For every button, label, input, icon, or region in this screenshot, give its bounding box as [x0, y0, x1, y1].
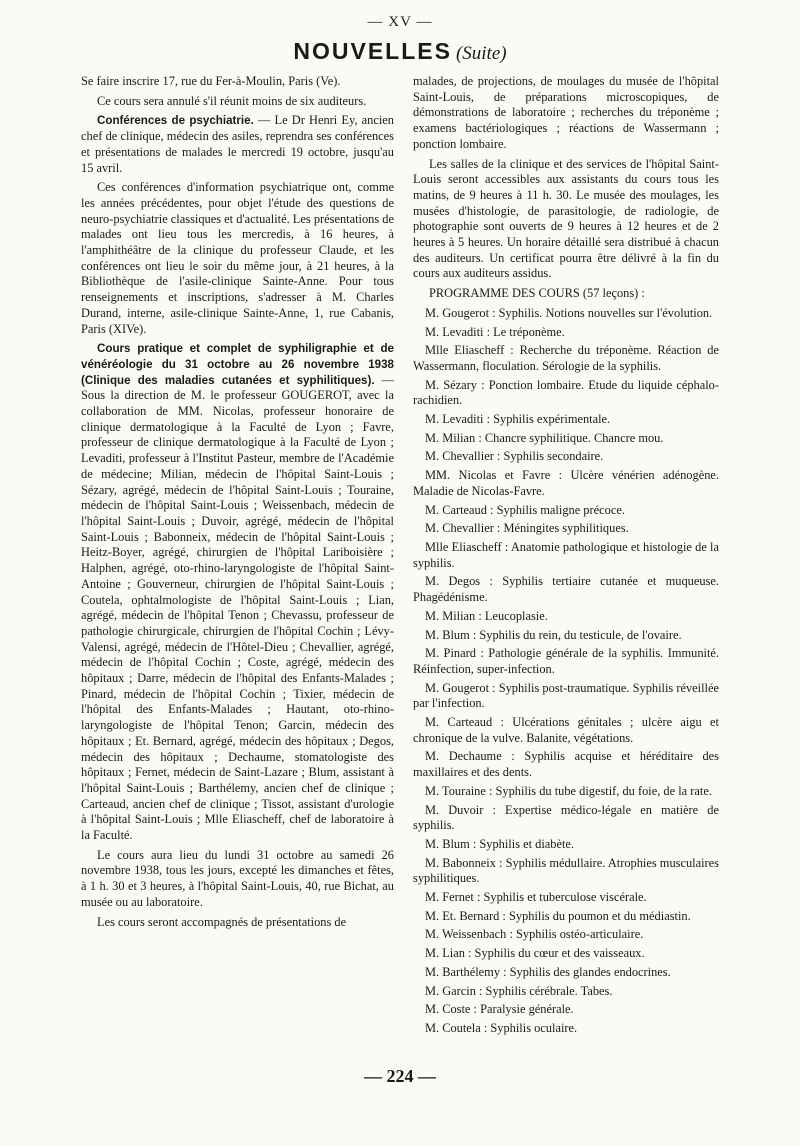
program-item: M. Weissenbach : Syphilis ostéo-articulaire.	[425, 927, 644, 942]
notice-body: — Sous la direction de M. le professeur GOUGEROT, avec la collaboration de MM. Nicolas, professeur honoraire de clinique dermatologique à la Faculté de Lyon ; Favre, professeur de clinique dermatologique à la Faculté de Lyon ; Levaditi, professeur à l'Institut Pasteur, membre de l'Académie de médecine; Milian, médecin de l'hôpital Saint-Louis ; Sézary, agrégé, médecin de l'hôpital Saint-Louis ; Touraine, médecin de l'hôpital Saint-Louis ; Weissenbach, médecin de l'hôpital Saint-Louis ; Duvoir, agrégé, médecin de l'hôpital Saint-Louis ; Babonneix, médecin de l'hôpital Saint-Louis ; Heitz-Boyer, agrégé, chirurgien de l'hôpital Lariboisière ; Halphen, agrégé, oto-rhino-laryngologiste de l'hôpital Saint-Antoine ; Gouverneur, chirurgien de l'hôpital Saint-Louis ; Coutela, ophtalmologiste de l'hôpital Saint-Louis ; Lian, agrégé, médecin de l'hôpital Tenon ; Chevassu, professeur de pathologie chirurgicale, chirurgien de l'hôpital Cochin ; Lévy-Valensi, agrégé, médecin de l'Hôtel-Dieu ; Chevallier, agrégé, médecin de l'hôpital Cochin ; Coste, agrégé, médecin des hôpitaux ; Darre, médecin de l'hôpital des Enfants-Malades ; Pinard, médecin de l'hôpital Cochin ; Tixier, médecin de l'hôpital des Enfants-Malades ; Hautant, oto-rhino-laryngologiste de l'hôpital Tenon; Garcin, médecin des hôpitaux ; Et. Bernard, agrégé, médecin des hôpitaux ; Degos, médecin des hôpitaux ; Dechaume, stomatologiste des hôpitaux ; Fernet, médecin de Saint-Lazare ; Blum, assistant à l'hôpital Saint-Louis ; Barthélemy, ancien chef de clinique ; Carteaud, ancien chef de clinique ; Tissot, assistant d'urologie à l'hôpital Saint-Louis ; Mlle Eliascheff, chef de laboratoire à la Faculté.	[81, 372, 394, 843]
paragraph: Ce cours sera annulé s'il réunit moins de six auditeurs.	[97, 93, 367, 108]
syphiligraphy-notice	[81, 341, 394, 844]
page-number: — 224 —	[364, 1066, 436, 1086]
program-heading: PROGRAMME DES COURS (57 leçons) :	[429, 286, 645, 301]
notice-body: — Le Dr Henri Ey, ancien chef de clinique, médecin des asiles, reprendra ses conférences et présentations de malades le mercredi 19 octobre, jusqu'au 15 avril.	[81, 113, 394, 175]
paragraph: Se faire inscrire 17, rue du Fer-à-Moulin, Paris (Ve).	[81, 74, 341, 88]
program-item: M. Coste : Paralysie générale.	[425, 1002, 574, 1017]
program-item: M. Gougerot : Syphilis post-traumatique. Syphilis réveillée par l'infection.	[413, 680, 719, 711]
section-title	[0, 38, 800, 65]
paragraph: Les salles de la clinique et des services de l'hôpital Saint-Louis seront accessibles aux assistants du cours tous les matins, de 9 heures à 11 h. 30. Le musée des moulages, les musées d'histologie, de parasitologie, de radiologie, de photographie sont ouverts de 9 heures à 12 heures et de 2 heures à 5 heures. Un horaire détaillé sera distribué à chacun des auditeurs. Un certificat pourra être délivré à la fin du cours aux auditeurs assidus.	[413, 156, 719, 281]
program-item: M. Babonneix : Syphilis médullaire. Atrophies musculaires syphilitiques.	[413, 855, 719, 886]
program-item: Mlle Eliascheff : Recherche du tréponème. Réaction de Wassermann, floculation. Sérologie de la syphilis.	[413, 343, 719, 373]
paragraph: Les cours seront accompagnés de présentations de	[97, 914, 347, 929]
notice-heading: Conférences de psychiatrie.	[97, 114, 254, 128]
program-item: M. Carteaud : Syphilis maligne précoce.	[425, 502, 625, 517]
program-item: M. Blum : Syphilis du rein, du testicule, de l'ovaire.	[425, 627, 682, 642]
program-item: M. Levaditi : Le tréponème.	[425, 324, 565, 339]
program-item: M. Touraine : Syphilis du tube digestif, du foie, de la rate.	[425, 783, 712, 798]
psychiatry-notice	[81, 113, 394, 176]
program-item: M. Barthélemy : Syphilis des glandes endocrines.	[425, 964, 671, 979]
program-item: MM. Nicolas et Favre : Ulcère vénérien adénogène. Maladie de Nicolas-Favre.	[413, 468, 719, 498]
program-item: M. Duvoir : Expertise médico-légale en matière de syphilis.	[413, 802, 719, 833]
paragraph: malades, de projections, de moulages du musée de l'hôpital Saint-Louis, de préparations microscopiques, de démonstrations de laboratoire ; recherches du tréponème ; examens bactériologiques ; réactions de Wassermann ; ponction lombaire.	[413, 74, 719, 151]
program-item: M. Dechaume : Syphilis acquise et héréditaire des maxillaires et des dents.	[413, 749, 719, 780]
program-item: M. Pinard : Pathologie générale de la syphilis. Immunité. Réinfection, super-infection.	[413, 646, 719, 676]
program-item: M. Chevallier : Méningites syphilitiques.	[425, 521, 629, 536]
program-item: M. Et. Bernard : Syphilis du poumon et du médiastin.	[425, 908, 691, 923]
program-item: M. Carteaud : Ulcérations génitales ; ulcère aigu et chronique de la vulve. Balanite, végétations.	[413, 715, 719, 745]
program-item: M. Milian : Leucoplasie.	[425, 608, 548, 623]
program-item: M. Levaditi : Syphilis expérimentale.	[425, 412, 611, 427]
program-item: M. Degos : Syphilis tertiaire cutanée et muqueuse. Phagédénisme.	[413, 574, 719, 605]
program-item: M. Lian : Syphilis du cœur et des vaisseaux.	[425, 946, 645, 961]
title-main: NOUVELLES	[293, 38, 452, 64]
paragraph: Le cours aura lieu du lundi 31 octobre au samedi 26 novembre 1938, tous les jours, excepté les dimanches et fêtes, à 1 h. 30 et 3 heures, à l'hôpital Saint-Louis, 40, rue Bichat, au musée ou au laboratoire.	[81, 847, 394, 909]
left-column	[81, 74, 394, 934]
program-item: M. Sézary : Ponction lombaire. Etude du liquide céphalo-rachidien.	[413, 377, 719, 408]
program-item: M. Chevallier : Syphilis secondaire.	[425, 449, 604, 464]
notice-heading: Cours pratique et complet de syphiligraphie et de vénéréologie du 31 octobre au 26 novembre 1938 (Clinique des maladies cutanées et syphilitiques).	[81, 342, 394, 387]
program-list	[413, 306, 719, 1037]
program-item: M. Garcin : Syphilis cérébrale. Tabes.	[425, 983, 613, 998]
right-column	[413, 74, 719, 1040]
paragraph: Ces conférences d'information psychiatrique ont, comme les années précédentes, pour objet l'étude des questions de neuro-psychiatrie classiques et d'actualité. Les présentations de malades ont lieu tous les mercredis, à 16 heures, à l'amphithéâtre de la clinique du professeur Claude, et les conférences ont lieu le soir du même jour, à 21 heures, à la Bibliothèque de l'asile-clinique Sainte-Anne. Pour tous renseignements et inscriptions, s'adresser à M. Charles Durand, interne, asile-clinique Sainte-Anne, 1, rue Cabanis, Paris (XIVe).	[81, 180, 394, 336]
program-item: M. Blum : Syphilis et diabète.	[425, 836, 575, 851]
program-item: M. Coutela : Syphilis oculaire.	[425, 1020, 578, 1035]
title-suite: (Suite)	[455, 43, 507, 64]
program-item: Mlle Eliascheff : Anatomie pathologique et histologie de la syphilis.	[413, 539, 719, 570]
program-item: M. Fernet : Syphilis et tuberculose viscérale.	[425, 890, 647, 905]
program-item: M. Milian : Chancre syphilitique. Chancre mou.	[425, 430, 664, 445]
running-head: — XV —	[367, 14, 433, 30]
program-item: M. Gougerot : Syphilis. Notions nouvelles sur l'évolution.	[425, 305, 713, 320]
